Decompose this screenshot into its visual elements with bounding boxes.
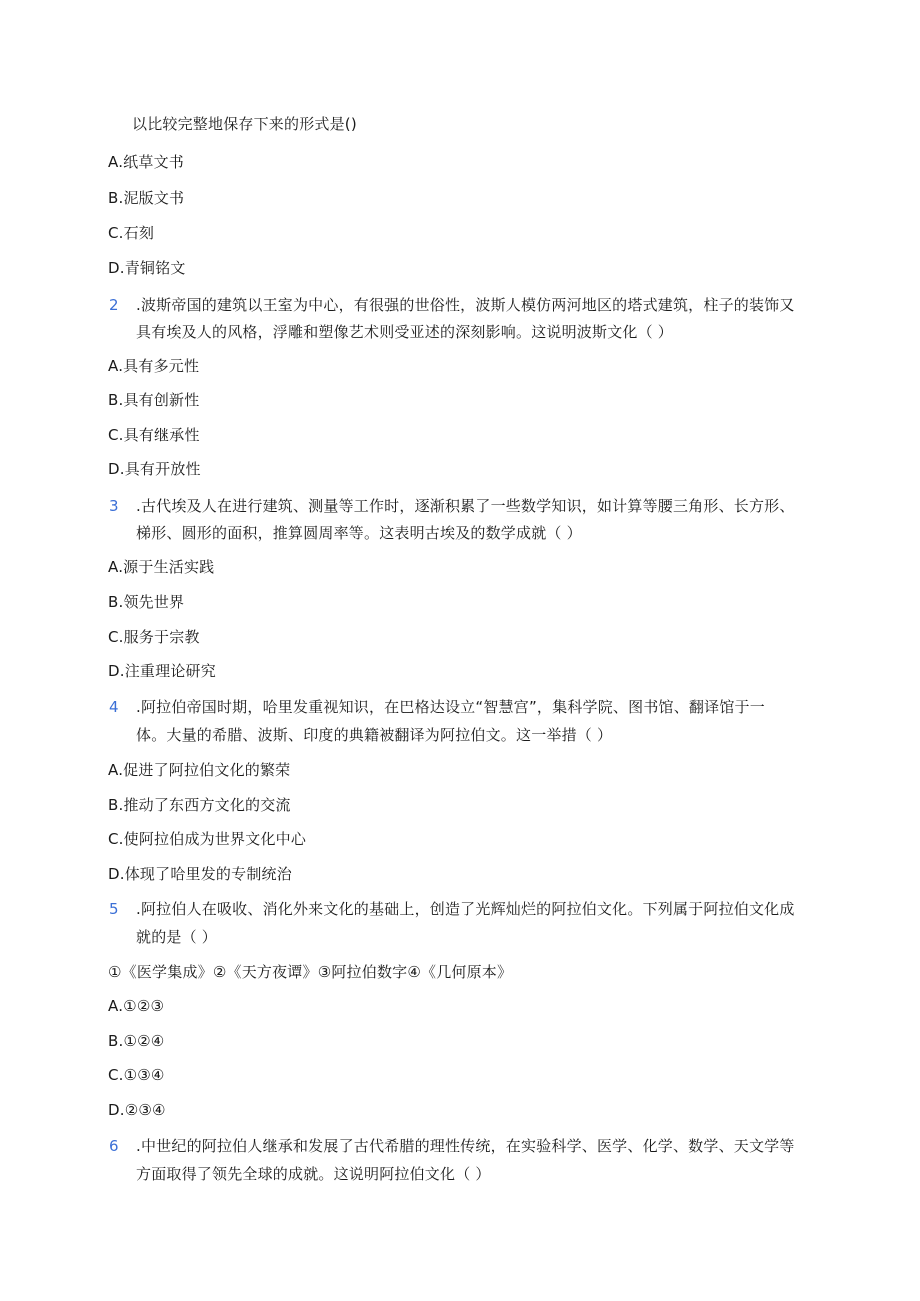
q2-option-b: B.具有创新性 — [108, 391, 200, 409]
q6-number: 6 — [109, 1137, 119, 1155]
q5-stem-line2: 就的是（ ） — [136, 928, 217, 946]
q5-number: 5 — [109, 900, 119, 918]
q5-option-c: C.①③④ — [108, 1066, 165, 1084]
q3-stem-line2: 梯形、圆形的面积，推算圆周率等。这表明古埃及的数学成就（ ） — [136, 524, 582, 542]
q4-stem-line1: .阿拉伯帝国时期，哈里发重视知识，在巴格达设立“智慧宫”，集科学院、图书馆、翻译馆于一 — [136, 698, 765, 716]
q3-number: 3 — [109, 497, 119, 515]
q5-option-a: A.①②③ — [108, 997, 165, 1015]
q3-option-d: D.注重理论研究 — [108, 662, 216, 680]
q3-option-c: C.服务于宗教 — [108, 628, 200, 646]
q2-option-d: D.具有开放性 — [108, 460, 201, 478]
q6-stem-line2: 方面取得了领先全球的成就。这说明阿拉伯文化（ ） — [136, 1165, 491, 1183]
q4-option-d: D.体现了哈里发的专制统治 — [108, 865, 292, 883]
q2-option-c: C.具有继承性 — [108, 426, 200, 444]
q2-stem-line2: 具有埃及人的风格，浮雕和塑像艺术则受亚述的深刻影响。这说明波斯文化（ ） — [136, 323, 673, 341]
q4-number: 4 — [109, 698, 119, 716]
q1-option-c: C.石刻 — [108, 224, 155, 242]
q1-stem-tail: 以比较完整地保存下来的形式是() — [132, 115, 357, 133]
q4-stem-line2: 体。大量的希腊、波斯、印度的典籍被翻译为阿拉伯文。这一举措（ ） — [136, 726, 613, 744]
q2-option-a: A.具有多元性 — [108, 357, 200, 375]
q5-items-line: ①《医学集成》②《天方夜谭》③阿拉伯数字④《几何原本》 — [108, 963, 513, 981]
q5-option-b: B.①②④ — [108, 1032, 165, 1050]
q2-number: 2 — [109, 296, 119, 314]
q5-stem-line1: .阿拉伯人在吸收、消化外来文化的基础上，创造了光辉灿烂的阿拉伯文化。下列属于阿拉伯文化成 — [136, 900, 795, 918]
q6-stem-line1: .中世纪的阿拉伯人继承和发展了古代希腊的理性传统，在实验科学、医学、化学、数学、天文学等 — [136, 1137, 795, 1155]
q1-option-d: D.青铜铭文 — [108, 259, 186, 277]
q5-option-d: D.②③④ — [108, 1101, 166, 1119]
q3-stem-line1: .古代埃及人在进行建筑、测量等工作时，逐渐积累了一些数学知识，如计算等腰三角形、长方形、 — [136, 497, 795, 515]
q4-option-c: C.使阿拉伯成为世界文化中心 — [108, 830, 307, 848]
q4-option-a: A.促进了阿拉伯文化的繁荣 — [108, 761, 291, 779]
q4-option-b: B.推动了东西方文化的交流 — [108, 796, 291, 814]
q3-option-b: B.领先世界 — [108, 593, 185, 611]
q2-stem-line1: .波斯帝国的建筑以王室为中心，有很强的世俗性，波斯人模仿两河地区的塔式建筑，柱子的装饰又 — [136, 296, 795, 314]
q1-option-b: B.泥版文书 — [108, 189, 185, 207]
q1-option-a: A.纸草文书 — [108, 153, 184, 171]
q3-option-a: A.源于生活实践 — [108, 558, 215, 576]
